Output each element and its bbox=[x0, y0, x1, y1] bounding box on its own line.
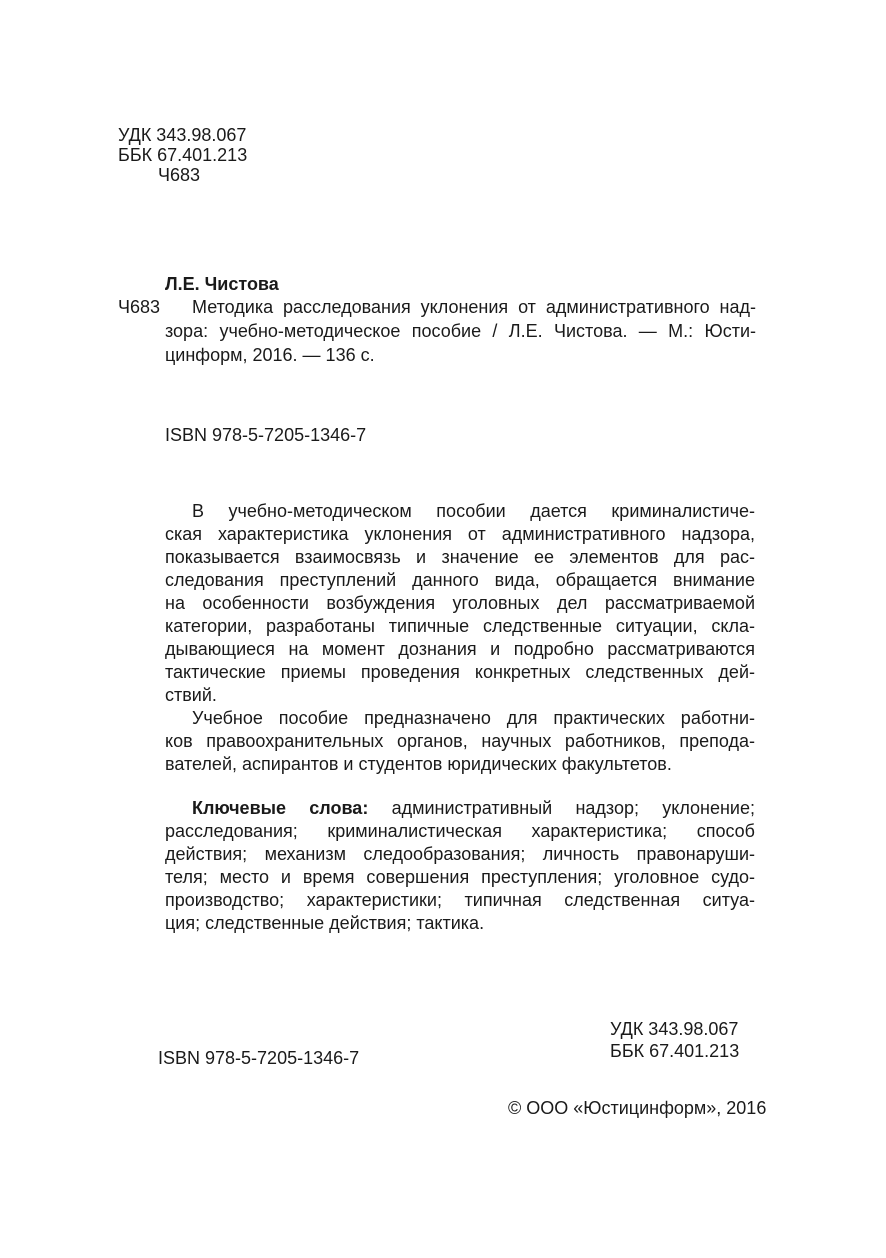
isbn-main: ISBN 978-5-7205-1346-7 bbox=[165, 425, 367, 445]
bbk-code-bottom: ББК 67.401.213 bbox=[610, 1041, 740, 1061]
author-sign: Ч683 bbox=[118, 297, 161, 317]
annotation-line: тактические приемы проведения конкретных следственных дей- bbox=[165, 662, 755, 682]
annotation-line: вателей, аспирантов и студентов юридических факультетов. bbox=[165, 754, 672, 774]
annotation-line: В учебно-методическом пособии дается криминалистиче- bbox=[192, 501, 755, 521]
keywords-line: теля; место и время совершения преступления; уголовное судо- bbox=[165, 867, 755, 887]
author-sign-top: Ч683 bbox=[158, 165, 201, 185]
annotation-line: ствий. bbox=[165, 685, 217, 705]
annotation-line: ская характеристика уклонения от административного надзора, bbox=[165, 524, 755, 544]
keywords-label: Ключевые слова: bbox=[192, 798, 369, 818]
annotation-line: показывается взаимосвязь и значение ее элементов для рас- bbox=[165, 547, 755, 567]
keywords-line: действия; механизм следообразования; личность правонаруши- bbox=[165, 844, 755, 864]
keywords-line: ция; следственные действия; тактика. bbox=[165, 913, 485, 933]
annotation-line: Учебное пособие предназначено для практических работни- bbox=[192, 708, 755, 728]
bibliography-line-2: зора: учебно-методическое пособие / Л.Е. Чистова. — М.: Юсти- bbox=[165, 321, 756, 341]
annotation-line: категории, разработаны типичные следственные ситуации, скла- bbox=[165, 616, 755, 636]
udk-code-bottom: УДК 343.98.067 bbox=[610, 1019, 739, 1039]
keywords-line: расследования; криминалистическая характеристика; способ bbox=[165, 821, 755, 841]
keywords-line-1 bbox=[192, 797, 755, 819]
bbk-code-top: ББК 67.401.213 bbox=[118, 145, 248, 165]
annotation-line: ков правоохранительных органов, научных работников, препода- bbox=[165, 731, 755, 751]
author-name: Л.Е. Чистова bbox=[165, 274, 279, 294]
bibliography-line-1: Методика расследования уклонения от административного над- bbox=[192, 297, 756, 317]
isbn-bottom: ISBN 978-5-7205-1346-7 bbox=[158, 1048, 360, 1068]
annotation-line: дывающиеся на момент дознания и подробно рассматриваются bbox=[165, 639, 755, 659]
udk-code-top: УДК 343.98.067 bbox=[118, 125, 247, 145]
bibliography-line-3: цинформ, 2016. — 136 с. bbox=[165, 345, 375, 365]
annotation-line: следования преступлений данного вида, обращается внимание bbox=[165, 570, 755, 590]
keywords-text: административный надзор; уклонение; bbox=[368, 798, 755, 818]
copyright-notice: © ООО «Юстицинформ», 2016 bbox=[508, 1098, 767, 1118]
annotation-line: на особенности возбуждения уголовных дел рассматриваемой bbox=[165, 593, 755, 613]
keywords-line: производство; характеристики; типичная следственная ситуа- bbox=[165, 890, 755, 910]
